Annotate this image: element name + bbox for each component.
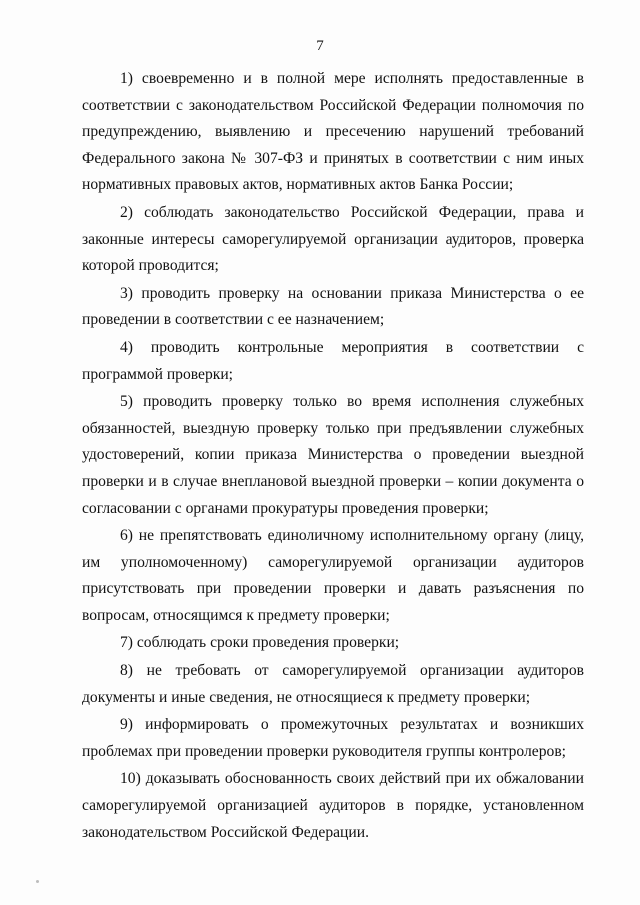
page-number: 7	[316, 38, 324, 54]
list-item-7: 7) соблюдать сроки проведения проверки;	[120, 634, 400, 652]
document-body	[82, 66, 584, 846]
list-item-6: 6) не препятствовать единоличному исполнительному органу (лицу, им уполномоченному) саморегулируемой организации аудиторов присутствовать при проведении проверки и давать разъяснения по вопросам, относящимся к предмету проверки;	[82, 527, 584, 624]
list-item-10: 10) доказывать обоснованность своих действий при их обжаловании саморегулируемой организацией аудиторов в порядке, установленном законодательством Российской Федерации.	[82, 770, 584, 841]
list-item-9: 9) информировать о промежуточных результатах и возникших проблемах при проведении проверки руководителя группы контролеров;	[82, 716, 584, 760]
list-item-1: 1) своевременно и в полной мере исполнять предоставленные в соответствии с законодательством Российской Федерации полномочия по предупреждению, выявлению и пресечению нарушений требований Федерального закона № 307-ФЗ и принятых в соответствии с ним иных нормативных правовых актов, нормативных актов Банка России;	[82, 70, 584, 194]
scan-speck	[36, 880, 39, 883]
list-item-2: 2) соблюдать законодательство Российской Федерации, права и законные интересы саморегулируемой организации аудиторов, проверка которой проводится;	[82, 203, 584, 275]
list-item-5: 5) проводить проверку только во время исполнения служебных обязанностей, выездную проверку только при предъявлении служебных удостоверений, копии приказа Министерства о проведении выездной проверки и в случае внеплановой выездной проверки – копии документа о согласовании с органами прокуратуры проведения проверки;	[82, 393, 584, 517]
list-item-8: 8) не требовать от саморегулируемой организации аудиторов документы и иные сведения, не относящиеся к предмету проверки;	[82, 662, 584, 706]
list-item-4: 4) проводить контрольные мероприятия в соответствии с программой проверки;	[82, 338, 584, 383]
list-item-3: 3) проводить проверку на основании приказа Министерства о ее проведении в соответствии с ее назначением;	[82, 284, 584, 329]
